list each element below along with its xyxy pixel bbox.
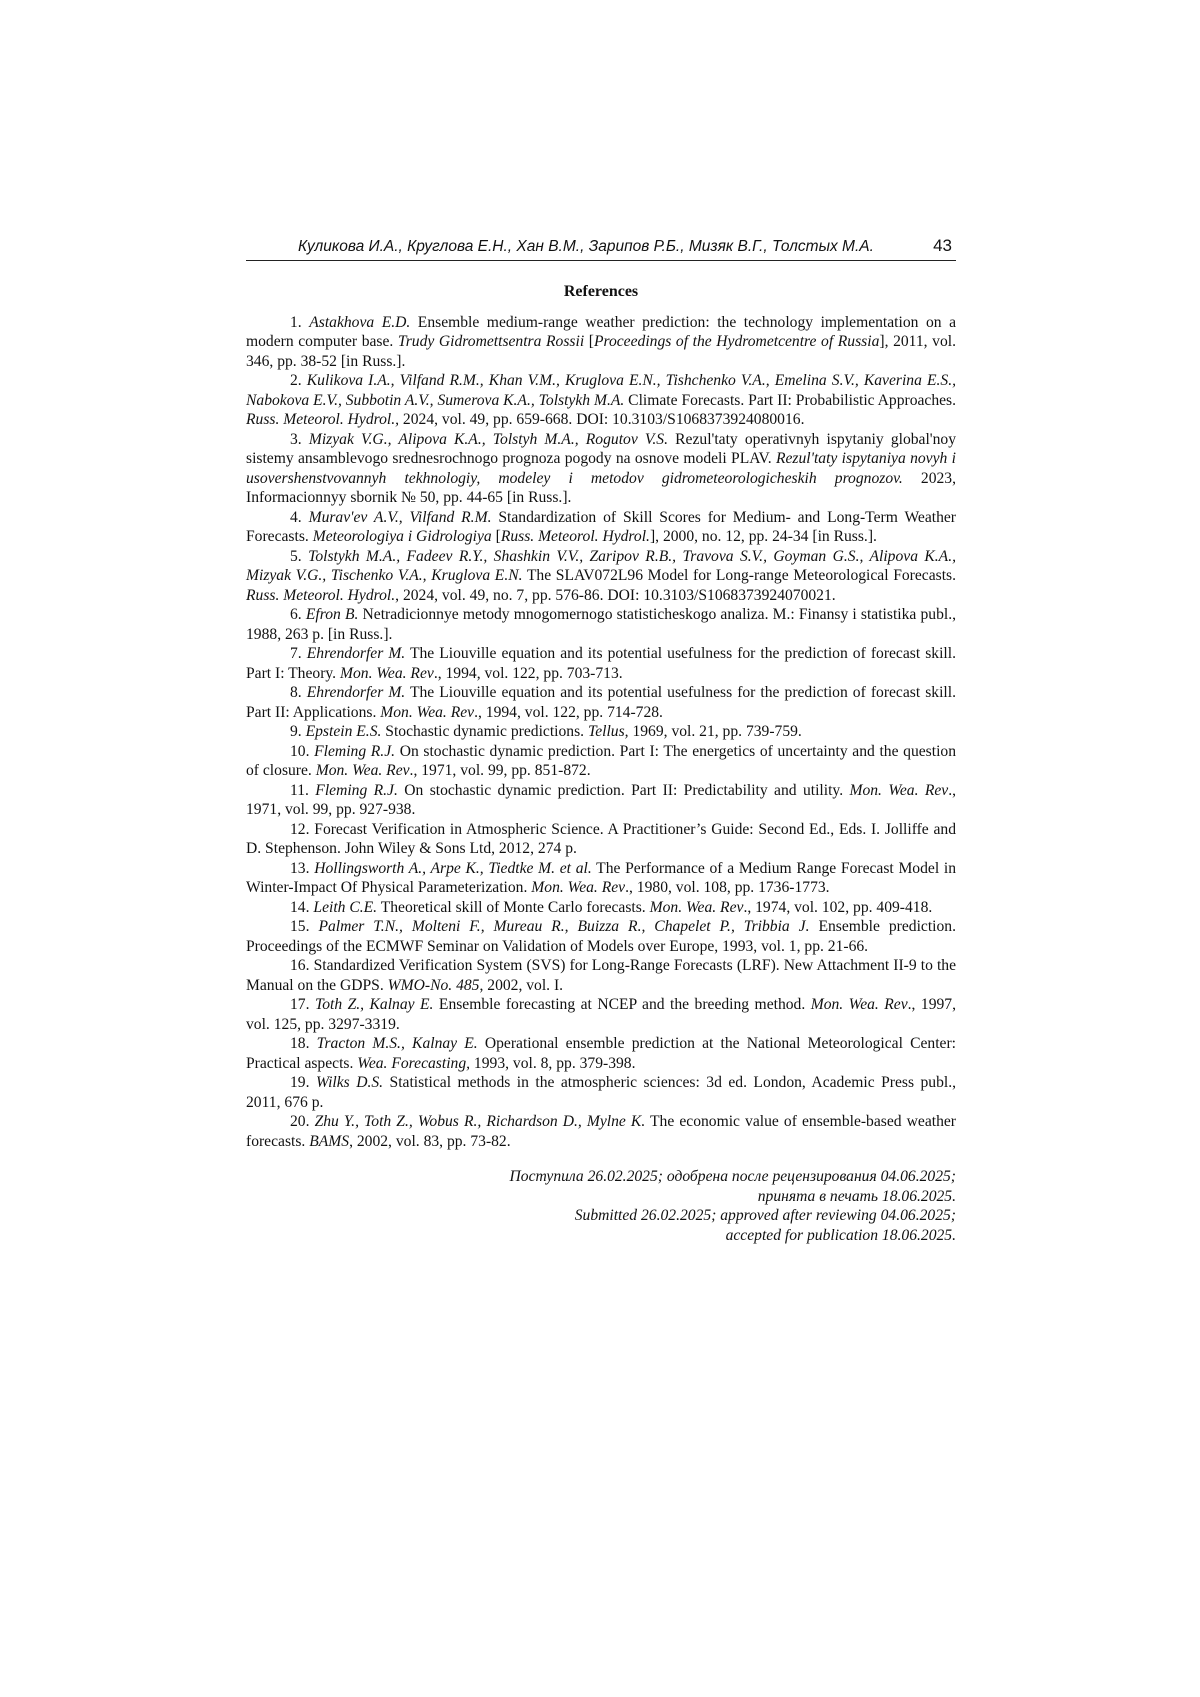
- reference-item: [246, 313, 956, 372]
- reference-item: [246, 781, 956, 820]
- reference-authors: Ehrendorfer M.: [306, 684, 406, 701]
- reference-text: 2023, Informacionnyy sbornik № 50, pp. 44-65 [in Russ.].: [246, 469, 957, 506]
- reference-number: 15.: [290, 918, 319, 935]
- reference-number: 1.: [290, 313, 310, 331]
- accepted-date-en: accepted for publication 18.06.2025.: [725, 1226, 956, 1244]
- reference-authors: Zhu Y., Toth Z., Wobus R., Richardson D., Mylne K.: [314, 1113, 646, 1130]
- reference-item: [246, 820, 956, 859]
- reference-number: 3.: [290, 430, 309, 448]
- reference-source: Wea. Forecasting,: [357, 1054, 471, 1072]
- reference-authors: Tolstykh M.A., Fadeev R.Y., Shashkin V.V., Zaripov R.B., Travova S.V., Goyman G.S., Alipova K.A., Mizyak V.G., Tischenko V.A., Kruglova E.N.: [246, 547, 957, 584]
- reference-number: 13.: [290, 859, 315, 877]
- reference-authors: Leith C.E.: [313, 898, 378, 916]
- reference-text: The Liouville equation and its potential usefulness for the prediction of forecast skill. Part I: Theory.: [246, 645, 956, 682]
- reference-authors: Wilks D.S.: [315, 1074, 384, 1091]
- reference-source: Tellus,: [587, 723, 629, 740]
- reference-item: [246, 1034, 956, 1073]
- reference-text: Ensemble prediction. Proceedings of the ECMWF Seminar on Validation of Models over Europe, 1993, vol. 1, pp. 21-66.: [246, 918, 956, 955]
- reference-source: Russ. Meteorol. Hydrol.: [500, 528, 650, 545]
- reference-authors: Toth Z., Kalnay E.: [314, 996, 434, 1013]
- reference-authors: Mizyak V.G., Alipova K.A., Tolstyh M.A., Rogutov V.S.: [308, 430, 668, 448]
- reference-text: , 2002, vol. I.: [479, 976, 564, 994]
- reference-source: Meteorologiya i Gidrologiya: [312, 528, 492, 545]
- reference-text: 1993, vol. 8, pp. 379-398.: [470, 1054, 636, 1072]
- reference-item: [246, 956, 956, 995]
- reference-text: ., 1994, vol. 122, pp. 714-728.: [474, 703, 663, 721]
- reference-number: 18.: [290, 1035, 317, 1052]
- reference-text: ., 1980, vol. 108, pp. 1736-1773.: [625, 879, 830, 896]
- journal-page: [246, 0, 956, 1697]
- reference-item: [246, 683, 956, 722]
- reference-text: ., 1994, vol. 122, pp. 703-713.: [433, 664, 623, 682]
- reference-text: , 2024, vol. 49, no. 7, pp. 576-86. DOI: 10.3103/S1068373924070021.: [395, 586, 836, 604]
- reference-text: Netradicionnye metody mnogomernogo statisticheskogo analiza. M.: Finansy i statistika publ., 1988, 263 p. [in Russ.].: [246, 606, 957, 643]
- reference-item: [246, 722, 956, 742]
- received-date-ru: Поступила 26.02.2025; одобрена после рецензирования 04.06.2025;: [509, 1168, 956, 1185]
- received-date-en: Submitted 26.02.2025; approved after reviewing 04.06.2025;: [574, 1207, 956, 1224]
- reference-source: Russ. Meteorol. Hydrol.: [246, 586, 396, 604]
- reference-source: Trudy Gidromettsentra Rossii: [397, 333, 585, 350]
- reference-text: Stochastic dynamic predictions.: [381, 723, 588, 740]
- reference-text: The economic value of ensemble-based weather forecasts.: [246, 1113, 956, 1150]
- reference-number: 9.: [290, 723, 306, 740]
- reference-text: , 2002, vol. 83, pp. 73-82.: [349, 1132, 511, 1150]
- reference-number: 16.: [290, 957, 314, 974]
- accepted-date-ru: принята в печать 18.06.2025.: [757, 1187, 956, 1205]
- reference-item: [246, 508, 956, 547]
- reference-authors: Astakhova E.D.: [309, 313, 411, 331]
- reference-source: Mon. Wea. Rev: [849, 781, 949, 799]
- reference-text: [: [491, 528, 501, 545]
- reference-text: On stochastic dynamic prediction. Part II: Predictability and utility.: [397, 781, 850, 799]
- reference-source: Mon. Wea. Rev: [380, 703, 475, 721]
- reference-item: [246, 547, 956, 606]
- reference-text: ., 1974, vol. 102, pp. 409-418.: [743, 898, 933, 916]
- reference-number: 11.: [290, 781, 316, 799]
- reference-number: 17.: [290, 996, 315, 1013]
- reference-authors: Fleming R.J.: [315, 781, 398, 799]
- header-authors: Куликова И.А., Круглова Е.Н., Хан В.М., Зарипов Р.Б., Мизяк В.Г., Толстых М.А.: [298, 238, 874, 255]
- reference-authors: Fleming R.J.: [314, 742, 396, 760]
- references-section: [246, 282, 956, 1245]
- reference-text: Climate Forecasts. Part II: Probabilistic Approaches.: [624, 391, 957, 409]
- reference-text: ., 1997, vol. 125, pp. 3297-3319.: [246, 996, 956, 1033]
- reference-item: [246, 917, 956, 956]
- reference-number: 19.: [290, 1074, 316, 1091]
- reference-item: [246, 742, 956, 781]
- reference-text: Operational ensemble prediction at the National Meteorological Center: Practical aspects.: [246, 1035, 956, 1072]
- references-heading: References: [563, 283, 639, 300]
- reference-authors: Tracton M.S., Kalnay E.: [316, 1035, 478, 1052]
- reference-text: Theoretical skill of Monte Carlo forecasts.: [377, 898, 650, 916]
- reference-text: ., 1971, vol. 99, pp. 851-872.: [409, 762, 591, 779]
- reference-text: 1969, vol. 21, pp. 739-759.: [628, 723, 802, 740]
- reference-number: 10.: [290, 742, 315, 760]
- reference-source: Mon. Wea. Rev: [315, 762, 410, 779]
- reference-authors: Kulikova I.A., Vilfand R.M., Khan V.M., Kruglova E.N., Tishchenko V.A., Emelina S.V., Kaverina E.S., Nabokova E.V., Subbotin A.V., Sumerova K.A., Tolstykh M.A.: [246, 372, 956, 409]
- reference-text: 2024, vol. 49, pp. 659-668. DOI: 10.3103/S1068373924080016.: [399, 411, 805, 428]
- reference-number: 20.: [290, 1113, 315, 1130]
- reference-authors: Epstein E.S.: [305, 723, 382, 740]
- reference-number: 6.: [290, 606, 306, 623]
- reference-source: Mon. Wea. Rev: [649, 898, 744, 916]
- reference-item: [246, 1112, 956, 1151]
- reference-list: [246, 313, 956, 1152]
- reference-text: Statistical methods in the atmospheric sciences: 3d ed. London, Academic Press publ., 2011, 676 p.: [246, 1074, 957, 1111]
- reference-source: WMO-No. 485: [387, 976, 480, 994]
- reference-text: Rezul'taty operativnyh ispytaniy global'noy sistemy ansamblevogo srednesrochnogo prognoza pogody na osnove modeli PLAV.: [246, 430, 956, 467]
- reference-source: Rezul'taty ispytaniya novyh i usovershenstvovannyh tekhnologiy, modeley i metodov gidrometeorologicheskih prognozov.: [246, 450, 956, 487]
- reference-item: [246, 644, 956, 683]
- reference-number: 12.: [290, 820, 315, 838]
- reference-text: Ensemble forecasting at NCEP and the breeding method.: [433, 996, 811, 1013]
- reference-item: [246, 371, 956, 430]
- reference-number: 14.: [290, 898, 314, 916]
- submission-dates: [246, 1167, 956, 1245]
- reference-source: Russ. Meteorol. Hydrol.,: [246, 411, 400, 428]
- reference-authors: Murav'ev A.V., Vilfand R.M.: [308, 508, 492, 526]
- reference-text: ., 1971, vol. 99, pp. 927-938.: [246, 781, 957, 818]
- reference-item: [246, 1073, 956, 1112]
- reference-source: Mon. Wea. Rev: [531, 879, 626, 896]
- reference-text: [: [584, 333, 594, 350]
- reference-source: BAMS: [309, 1132, 350, 1150]
- reference-text: The SLAV072L96 Model for Long-range Meteorological Forecasts.: [522, 567, 956, 584]
- reference-text: ], 2000, no. 12, pp. 24-34 [in Russ.].: [649, 528, 877, 545]
- reference-text: Standardization of Skill Scores for Medium- and Long-Term Weather Forecasts.: [246, 508, 957, 545]
- reference-authors: Palmer T.N., Molteni F., Mureau R., Buizza R., Chapelet P., Tribbia J.: [318, 918, 810, 935]
- running-header: [246, 236, 956, 261]
- reference-text: Standardized Verification System (SVS) for Long-Range Forecasts (LRF). New Attachment II-9 to the Manual on the GDPS.: [246, 957, 956, 994]
- page-number: 43: [933, 236, 952, 255]
- reference-authors: Hollingsworth A., Arpe K., Tiedtke M. et al.: [314, 859, 592, 877]
- reference-source: Mon. Wea. Rev: [339, 664, 434, 682]
- reference-item: [246, 859, 956, 898]
- reference-source: Mon. Wea. Rev: [810, 996, 908, 1013]
- reference-number: 5.: [290, 547, 309, 565]
- reference-source: Proceedings of the Hydrometcentre of Russia: [593, 333, 880, 350]
- reference-text: ], 2011, vol. 346, pp. 38-52 [in Russ.].: [246, 333, 956, 370]
- reference-item: [246, 898, 956, 918]
- reference-number: 7.: [290, 645, 307, 662]
- reference-authors: Efron B.: [305, 606, 359, 623]
- reference-number: 2.: [290, 372, 307, 389]
- reference-number: 8.: [290, 684, 307, 701]
- reference-text: Ensemble medium-range weather prediction: the technology implementation on a modern computer base.: [246, 313, 956, 350]
- reference-text: The Liouville equation and its potential usefulness for the prediction of forecast skill. Part II: Applications.: [246, 684, 956, 721]
- reference-number: 4.: [290, 508, 309, 526]
- reference-item: [246, 605, 956, 644]
- reference-item: [246, 430, 956, 508]
- reference-text: The Performance of a Medium Range Forecast Model in Winter-Impact Of Physical Parameterization.: [246, 859, 956, 896]
- reference-text: Forecast Verification in Atmospheric Science. A Practitioner’s Guide: Second Ed., Eds. I. Jolliffe and D. Stephenson. John Wiley & Sons Ltd, 2012, 274 p.: [246, 820, 956, 857]
- reference-item: [246, 995, 956, 1034]
- reference-authors: Ehrendorfer M.: [306, 645, 406, 662]
- reference-text: On stochastic dynamic prediction. Part I: The energetics of uncertainty and the question of closure.: [246, 742, 957, 779]
